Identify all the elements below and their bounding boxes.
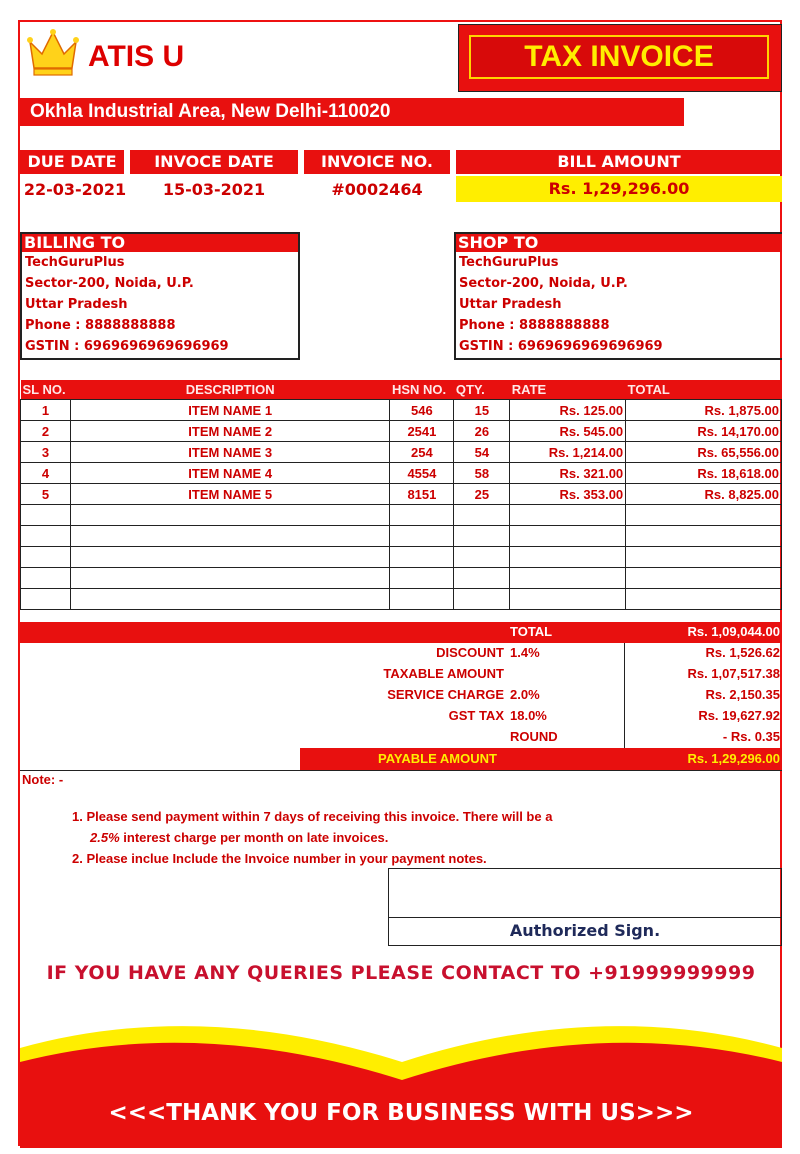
billing-state: Uttar Pradesh [25,297,128,312]
shipping-name: TechGuruPlus [459,255,559,270]
billing-label: BILLING TO [22,234,298,252]
item-sl: 2 [21,421,71,442]
table-row [21,400,782,421]
item-hsn: 4554 [390,463,454,484]
total-row [20,622,782,643]
empty-cell [626,547,782,568]
empty-row [21,568,782,589]
empty-cell [390,568,454,589]
shipping-gstin: GSTIN : 6969696969696969 [459,339,663,354]
col-hsn: HSN NO. [390,380,454,400]
empty-cell [510,568,626,589]
footer-wave [20,1008,782,1148]
item-sl: 4 [21,463,71,484]
item-rate: Rs. 125.00 [510,400,626,421]
item-total: Rs. 18,618.00 [626,463,782,484]
note-line-1: 1. Please send payment within 7 days of receiving this invoice. There will be a [72,809,553,824]
payable-label: PAYABLE AMOUNT [378,751,497,766]
total-label: TOTAL [510,624,553,639]
signature-box [388,868,782,946]
bill-amount-label: BILL AMOUNT [456,150,782,174]
thank-you-footer: <<<THANK YOU FOR BUSINESS WITH US>>> [108,1100,694,1126]
empty-cell [510,526,626,547]
shipping-label: SHOP TO [456,234,782,252]
item-rate: Rs. 545.00 [510,421,626,442]
bill-amount: Rs. 1,29,296.00 [456,176,782,202]
shipping-phone: Phone : 8888888888 [459,318,610,333]
table-row [21,484,782,505]
divider [20,770,782,771]
empty-cell [70,589,390,610]
empty-cell [21,505,71,526]
item-description: ITEM NAME 5 [70,484,390,505]
empty-cell [70,526,390,547]
item-description: ITEM NAME 1 [70,400,390,421]
round-row [20,727,782,748]
empty-cell [21,568,71,589]
payable-value: Rs. 1,29,296.00 [687,751,780,766]
billing-phone: Phone : 8888888888 [25,318,176,333]
taxable-label: TAXABLE AMOUNT [383,666,504,681]
col-sl: SL NO. [21,380,71,400]
contact-line: IF YOU HAVE ANY QUERIES PLEASE CONTACT TO +91999999999 [46,962,756,984]
empty-row [21,589,782,610]
item-description: ITEM NAME 4 [70,463,390,484]
invoice-page [18,20,782,1146]
title-box [458,24,782,92]
billing-gstin: GSTIN : 6969696969696969 [25,339,229,354]
invoice-no: #0002464 [331,180,423,199]
discount-pct: 1.4% [510,645,540,660]
discount-row [20,643,782,664]
empty-cell [390,526,454,547]
empty-cell [626,568,782,589]
billing-street: Sector-200, Noida, U.P. [25,276,194,291]
empty-cell [390,589,454,610]
shipping-street: Sector-200, Noida, U.P. [459,276,628,291]
item-sl: 5 [21,484,71,505]
service-pct: 2.0% [510,687,540,702]
invoice-title: TAX INVOICE [524,40,714,73]
invoice-date: 15-03-2021 [162,180,266,199]
discount-label: DISCOUNT [436,645,504,660]
col-total: TOTAL [626,380,782,400]
note-line-2: interest charge per month on late invoices. [123,830,389,845]
item-total: Rs. 1,875.00 [626,400,782,421]
empty-row [21,526,782,547]
empty-cell [70,505,390,526]
item-qty: 26 [454,421,510,442]
title-inner [469,35,769,79]
item-qty: 25 [454,484,510,505]
gst-row [20,706,782,727]
due-date: 22-03-2021 [23,180,127,199]
empty-row [21,505,782,526]
invoice-date-label: INVOCE DATE [130,150,298,174]
item-rate: Rs. 1,214.00 [510,442,626,463]
empty-cell [510,505,626,526]
item-total: Rs. 65,556.00 [626,442,782,463]
empty-cell [21,526,71,547]
empty-cell [390,547,454,568]
item-sl: 1 [21,400,71,421]
empty-cell [510,589,626,610]
item-hsn: 546 [390,400,454,421]
item-description: ITEM NAME 2 [70,421,390,442]
table-row [21,463,782,484]
empty-cell [70,547,390,568]
authorized-sign: Authorized Sign. [509,921,661,940]
item-hsn: 254 [390,442,454,463]
item-hsn: 8151 [390,484,454,505]
empty-row [21,547,782,568]
crown-icon [26,28,80,78]
payable-row [300,748,782,770]
discount-value: Rs. 1,526.62 [705,645,780,660]
brand-address: Okhla Industrial Area, New Delhi-110020 [30,101,391,122]
item-total: Rs. 14,170.00 [626,421,782,442]
shipping-box [454,232,782,360]
empty-cell [454,568,510,589]
empty-cell [454,505,510,526]
address-bar [20,98,684,126]
taxable-row [20,664,782,685]
items-table [20,380,782,610]
item-description: ITEM NAME 3 [70,442,390,463]
col-rate: RATE [510,380,626,400]
item-rate: Rs. 321.00 [510,463,626,484]
item-hsn: 2541 [390,421,454,442]
brand-name: ATIS U [88,40,185,73]
total-value: Rs. 1,09,044.00 [687,624,780,639]
empty-cell [390,505,454,526]
billing-name: TechGuruPlus [25,255,125,270]
table-row [21,421,782,442]
item-qty: 15 [454,400,510,421]
empty-cell [454,589,510,610]
empty-cell [21,547,71,568]
empty-cell [626,526,782,547]
billing-box [20,232,300,360]
gst-pct: 18.0% [510,708,547,723]
gst-label: GST TAX [448,708,504,723]
due-date-label: DUE DATE [20,150,124,174]
invoice-no-label: INVOICE NO. [304,150,450,174]
col-qty: QTY. [454,380,510,400]
shipping-state: Uttar Pradesh [459,297,562,312]
note-interest-pct: 2.5% [90,830,120,845]
empty-cell [70,568,390,589]
signature-line [389,917,781,918]
item-total: Rs. 8,825.00 [626,484,782,505]
service-row [20,685,782,706]
empty-cell [626,505,782,526]
service-value: Rs. 2,150.35 [705,687,780,702]
round-value: - Rs. 0.35 [722,729,780,744]
item-qty: 54 [454,442,510,463]
item-sl: 3 [21,442,71,463]
empty-cell [626,589,782,610]
note-line-3: 2. Please inclue Include the Invoice number in your payment notes. [72,851,487,866]
table-header-row [21,380,782,400]
table-row [21,442,782,463]
empty-cell [454,526,510,547]
note-label: Note: - [22,772,64,787]
item-qty: 58 [454,463,510,484]
empty-cell [21,589,71,610]
empty-cell [510,547,626,568]
item-rate: Rs. 353.00 [510,484,626,505]
taxable-value: Rs. 1,07,517.38 [687,666,780,681]
empty-cell [454,547,510,568]
round-label: ROUND [510,729,558,744]
gst-value: Rs. 19,627.92 [698,708,780,723]
col-description: DESCRIPTION [70,380,390,400]
service-label: SERVICE CHARGE [387,687,504,702]
